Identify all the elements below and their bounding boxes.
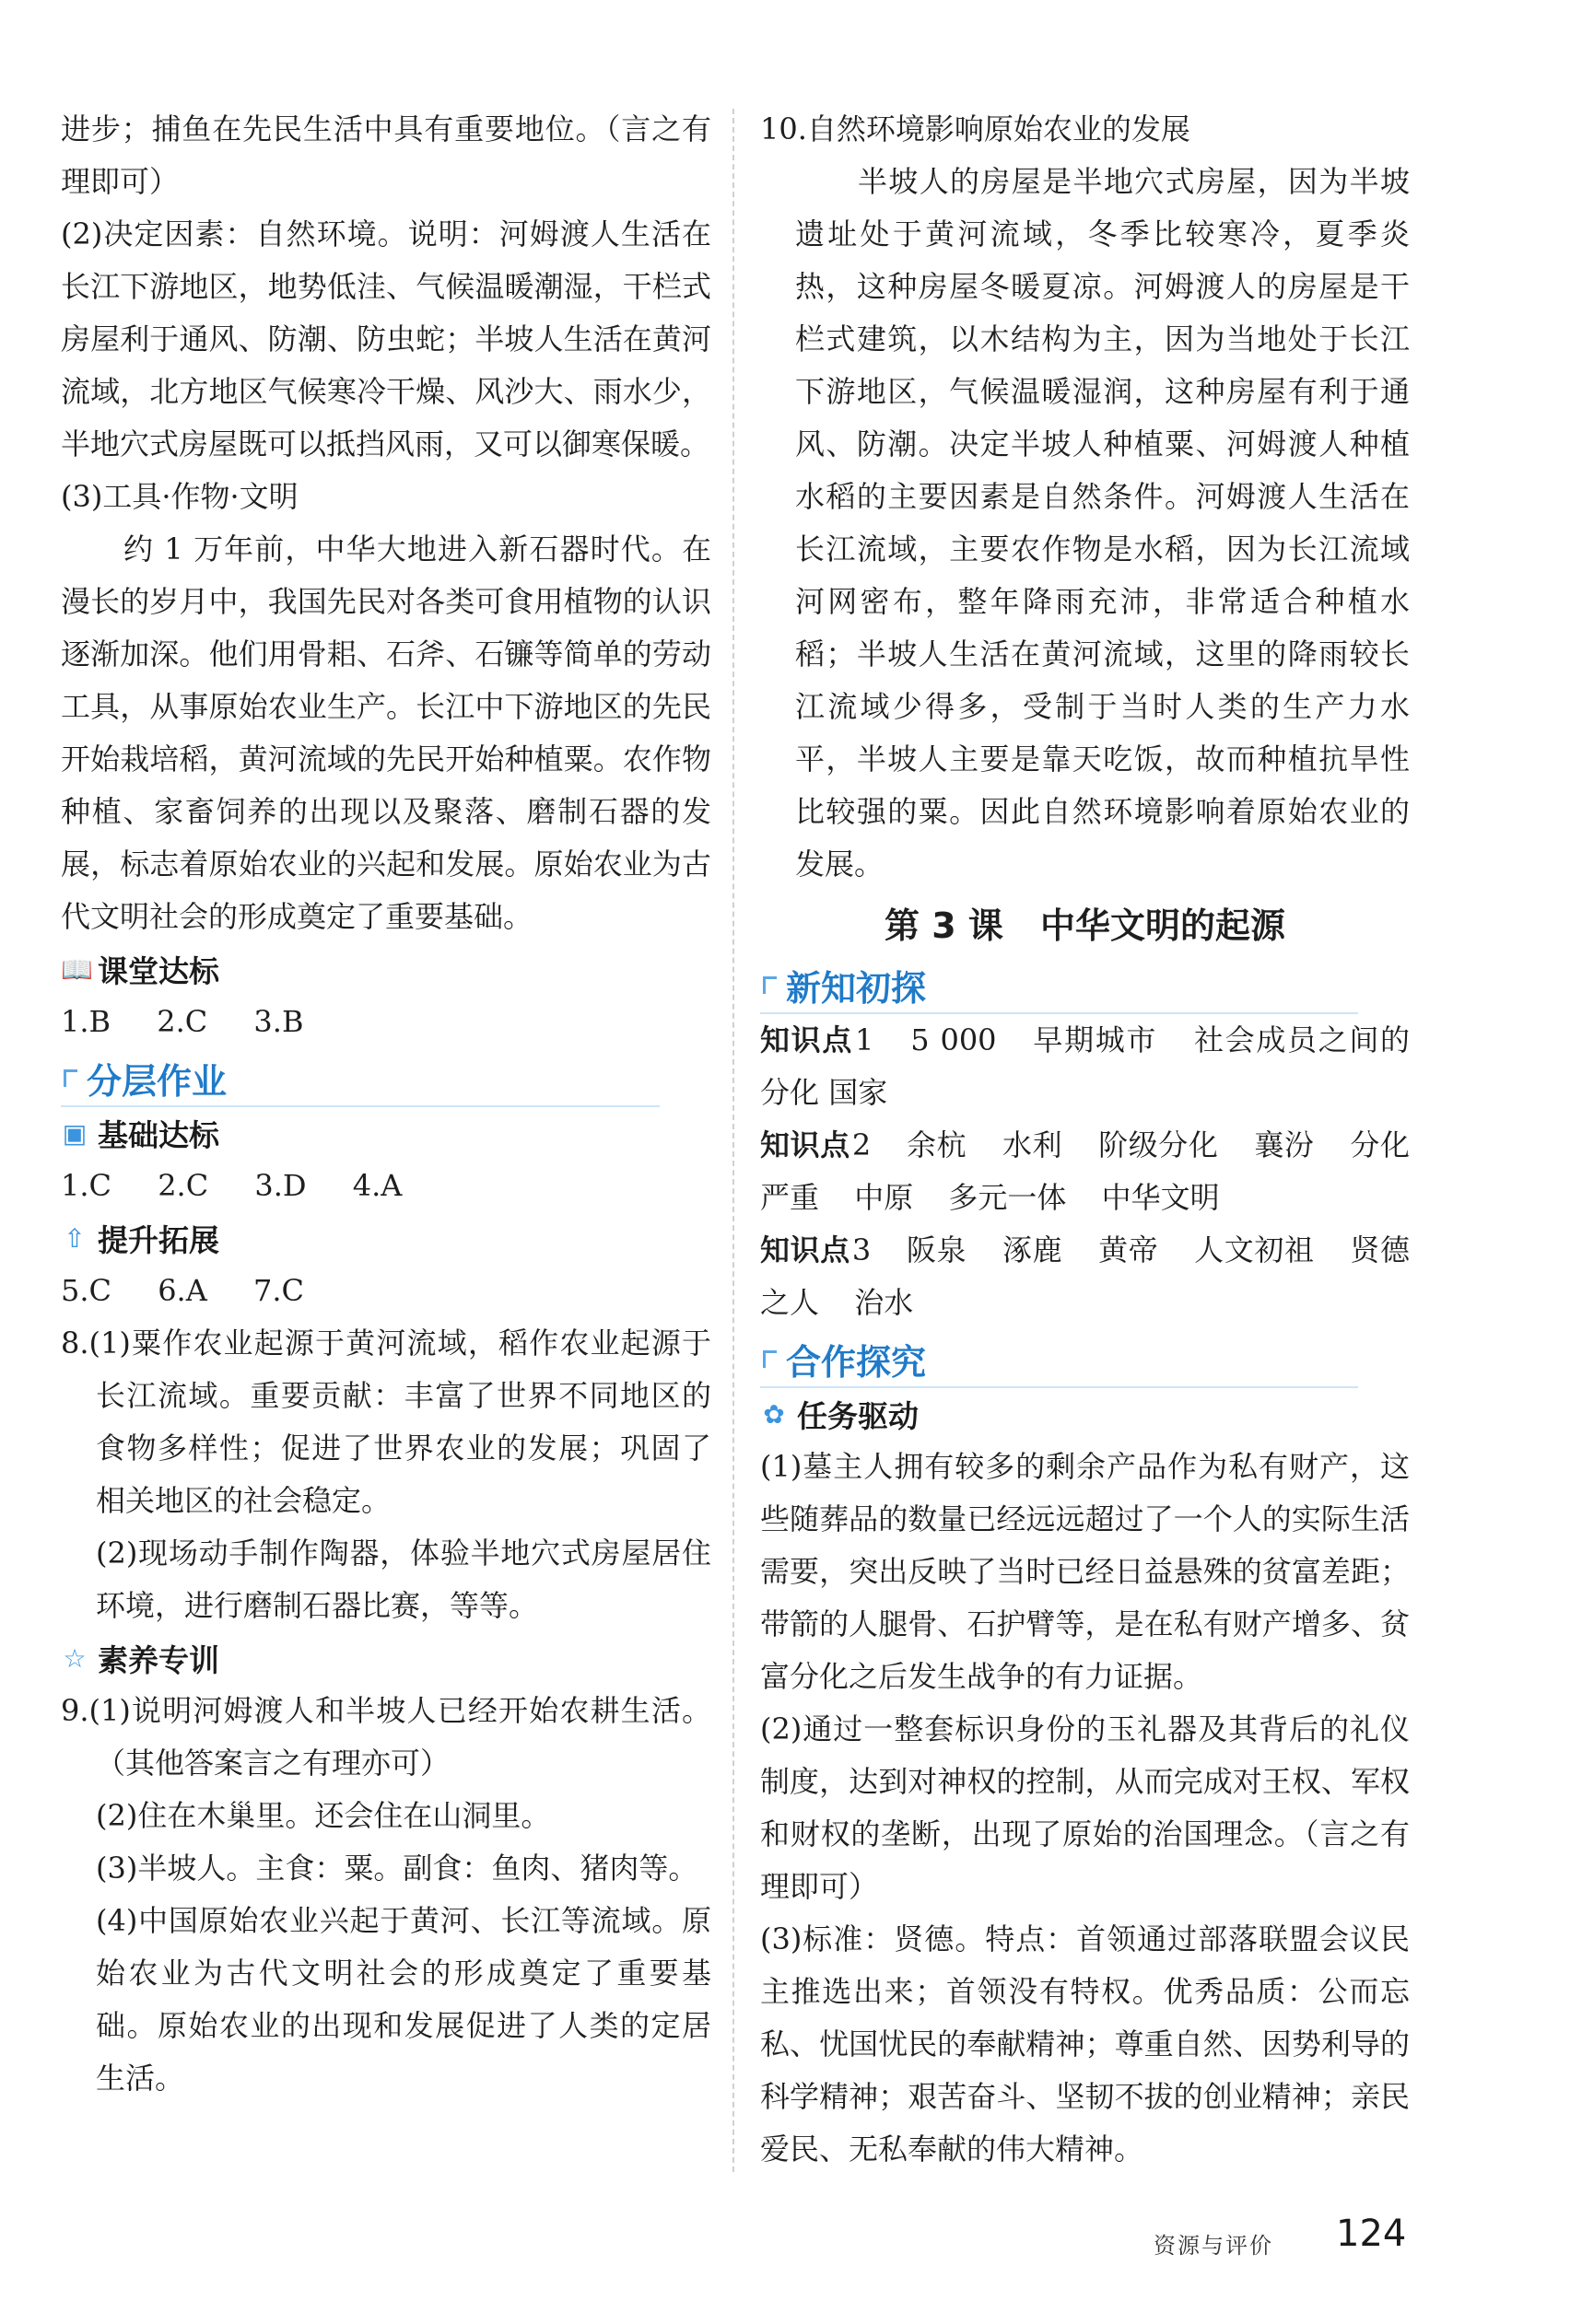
answer-7-3-essay: 约 1 万年前，中华大地进入新石器时代。在漫长的岁月中，我国先民对各类可食用植物的认识逐渐加深。他们用骨耜、石斧、石镰等简单的劳动工具，从事原始农业生产。长江中下游地区的先民开始栽培稻，黄河流域的先民开始种植粟。农作物种植、家畜饲养的出现以及聚落、磨制石器的发展，标志着原始农业的兴起和发展。原始农业为古代文明社会的形成奠定了重要基础。	[61, 531, 711, 934]
kp-item: 中原	[854, 1180, 914, 1215]
answer-item: 3.B	[253, 1004, 304, 1039]
kp-item: 人文初祖	[1194, 1232, 1315, 1267]
corner-mark-icon	[760, 1349, 780, 1369]
kp-item: 社会成员之间的分化	[760, 1022, 1411, 1110]
answer-9-2: (2)住在木巢里。还会住在山洞里。	[96, 1798, 551, 1833]
flame-icon: ✿	[763, 1398, 785, 1430]
kp-label: 知识点	[760, 1022, 854, 1057]
answer-10-title-row	[760, 103, 1410, 156]
answer-7-3-title-row	[61, 471, 711, 523]
ketang-dabiao-answers	[61, 996, 711, 1048]
kp-label: 知识点	[760, 1232, 850, 1267]
kp-label: 知识点	[760, 1127, 850, 1162]
jichu-dabiao-answers	[61, 1160, 711, 1212]
ketang-dabiao-heading	[61, 943, 711, 996]
column-divider	[732, 109, 734, 2172]
answer-7-3-title: 工具·作物·文明	[102, 479, 299, 514]
task-answer-2: (2)通过一整套标识身份的玉礼器及其背后的礼仪制度，达到对神权的控制，从而完成对王权、军权和财权的垄断，出现了原始的治国理念。（言之有理即可）	[760, 1711, 1410, 1904]
kp-item: 分化	[1350, 1127, 1410, 1162]
kp-item: 中华文明	[1101, 1180, 1220, 1215]
xinzhi-chutan-heading	[760, 957, 1358, 1014]
kp-item: 多元一体	[948, 1180, 1067, 1215]
answer-9-1-text: (1)说明河姆渡人和半坡人已经开始农耕生活。（其他答案言之有理亦可）	[88, 1693, 711, 1781]
up-arrow-icon: ⇧	[64, 1222, 86, 1254]
kp-item: 涿鹿	[1002, 1232, 1063, 1267]
kp-item: 治水	[854, 1285, 914, 1320]
answer-7-3-number: (3)	[61, 479, 103, 514]
kp-number: 1	[855, 1022, 874, 1057]
tisheng-tuozhan-answers	[61, 1265, 711, 1317]
kp-item: 襄汾	[1254, 1127, 1315, 1162]
answer-item: 1.C	[61, 1168, 112, 1203]
page-number: 124	[1336, 2213, 1407, 2255]
answer-9-1	[61, 1685, 711, 1790]
lesson-title	[760, 896, 1410, 955]
answer-10-essay: 半坡人的房屋是半地穴式房屋，因为半坡遗址处于黄河流域，冬季比较寒冷，夏季炎热，这种房屋冬暖夏凉。河姆渡人的房屋是干栏式建筑，以木结构为主，因为当地处于长江下游地区，气候温暖湿润，这种房屋有利于通风、防潮。决定半坡人种植粟、河姆渡人种植水稻的主要因素是自然条件。河姆渡人生活在长江流域，主要农作物是水稻，因为长江流域河网密布，整年降雨充沛，非常适合种植水稻；半坡人生活在黄河流域，这里的降雨较长江流域少得多，受制于当时人类的生产力水平，半坡人主要是靠天吃饭，故而种植抗旱性比较强的粟。因此自然环境影响着原始农业的发展。	[795, 164, 1410, 882]
kp-item: 贤德	[1350, 1232, 1410, 1267]
kp-number: 3	[851, 1232, 872, 1267]
answer-10-title: 自然环境影响原始农业的发展	[806, 111, 1190, 146]
kp-item: 5 000	[910, 1022, 997, 1057]
right-column	[760, 103, 1410, 2176]
answer-9-number: 9.	[61, 1693, 89, 1728]
answer-8-number: 8.	[61, 1325, 89, 1361]
kp-item: 之人	[760, 1285, 820, 1320]
left-column	[61, 103, 711, 2105]
knowledge-point-2	[760, 1119, 1410, 1224]
tisheng-tuozhan-label: 提升拓展	[98, 1222, 219, 1258]
corner-mark-icon	[760, 975, 780, 995]
renwu-qudong-label: 任务驱动	[797, 1398, 919, 1434]
answer-9-4: (4)中国原始农业兴起于黄河、长江等流域。原始农业为古代文明社会的形成奠定了重要基础。原始农业的出现和发展促进了人类的定居生活。	[96, 1903, 711, 2096]
answer-item: 3.D	[254, 1168, 307, 1203]
hezuo-tanjiu-heading	[760, 1331, 1358, 1388]
answer-10-number: 10.	[760, 111, 807, 146]
answer-9-3: (3)半坡人。主食：粟。副食：鱼肉、猪肉等。	[96, 1851, 698, 1886]
task-answer-1: (1)墓主人拥有较多的剩余产品作为私有财产，这些随葬品的数量已经远远超过了一个人的实际生活需要，突出反映了当时已经日益悬殊的贫富差距；带箭的人腿骨、石护臂等，是在私有财产增多、贫富分化之后发生战争的有力证据。	[760, 1449, 1410, 1694]
suyang-zhuanxun-heading	[61, 1632, 711, 1685]
knowledge-point-1	[760, 1014, 1410, 1119]
answer-7-2-tail: 进步；捕鱼在先民生活中具有重要地位。（言之有理即可）	[61, 111, 711, 199]
jichu-dabiao-label: 基础达标	[98, 1117, 219, 1153]
answer-8-1-text: (1)粟作农业起源于黄河流域，稻作农业起源于长江流域。重要贡献：丰富了世界不同地区的食物多样性；促进了世界农业的发展；巩固了相关地区的社会稳定。	[88, 1325, 711, 1518]
answer-item: 2.C	[157, 1004, 208, 1039]
renwu-qudong-heading	[760, 1388, 1410, 1441]
kp-item: 黄帝	[1098, 1232, 1159, 1267]
corner-mark-icon	[61, 1068, 81, 1088]
jichu-dabiao-heading	[61, 1107, 711, 1160]
kp-item: 阪泉	[907, 1232, 967, 1267]
kp-number: 2	[851, 1127, 872, 1162]
answer-item: 6.A	[158, 1273, 207, 1308]
tisheng-tuozhan-heading	[61, 1212, 711, 1265]
fenceng-zuoye-heading	[61, 1050, 660, 1107]
hezuo-tanjiu-label: 合作探究	[786, 1341, 927, 1383]
kp-item: 余杭	[907, 1127, 967, 1162]
knowledge-point-3	[760, 1224, 1410, 1329]
answer-item: 5.C	[61, 1273, 112, 1308]
kp-item: 水利	[1002, 1127, 1063, 1162]
xinzhi-chutan-label: 新知初探	[786, 967, 927, 1009]
task-answer-3: (3)标准：贤德。特点：首领通过部落联盟会议民主推选出来；首领没有特权。优秀品质：公而忘私、忧国忧民的奉献精神；尊重自然、因势利导的科学精神；艰苦奋斗、坚韧不拔的创业精神；亲民爱民、无私奉献的伟大精神。	[760, 1921, 1410, 2166]
kp-item: 阶级分化	[1098, 1127, 1219, 1162]
answer-item: 7.C	[253, 1273, 305, 1308]
footer-label: 资源与评价	[1154, 2233, 1273, 2259]
ketang-dabiao-label: 课堂达标	[98, 953, 219, 989]
kp-item: 国家	[828, 1075, 888, 1110]
answer-8-1	[61, 1317, 711, 1527]
lesson-number: 第 3 课	[885, 905, 1003, 946]
answer-8-2: (2)现场动手制作陶器，体验半地穴式房屋居住环境，进行磨制石器比赛，等等。	[96, 1536, 711, 1623]
book-icon: 📖	[61, 953, 93, 985]
lock-icon: ▣	[62, 1117, 88, 1149]
answer-item: 4.A	[352, 1168, 403, 1203]
lesson-name: 中华文明的起源	[1039, 905, 1285, 946]
answer-7-2: (2)决定因素：自然环境。说明：河姆渡人生活在长江下游地区，地势低洼、气候温暖潮湿，干栏式房屋利于通风、防潮、防虫蛇；半坡人生活在黄河流域，北方地区气候寒冷干燥、风沙大、雨水少，半地穴式房屋既可以抵挡风雨，又可以御寒保暖。	[61, 216, 711, 461]
answer-item: 1.B	[61, 1004, 111, 1039]
kp-item: 早期城市	[1033, 1022, 1158, 1057]
star-icon: ☆	[63, 1642, 87, 1674]
fenceng-zuoye-label: 分层作业	[87, 1060, 228, 1102]
suyang-zhuanxun-label: 素养专训	[98, 1642, 219, 1678]
kp-item: 严重	[760, 1180, 820, 1215]
answer-item: 2.C	[158, 1168, 209, 1203]
